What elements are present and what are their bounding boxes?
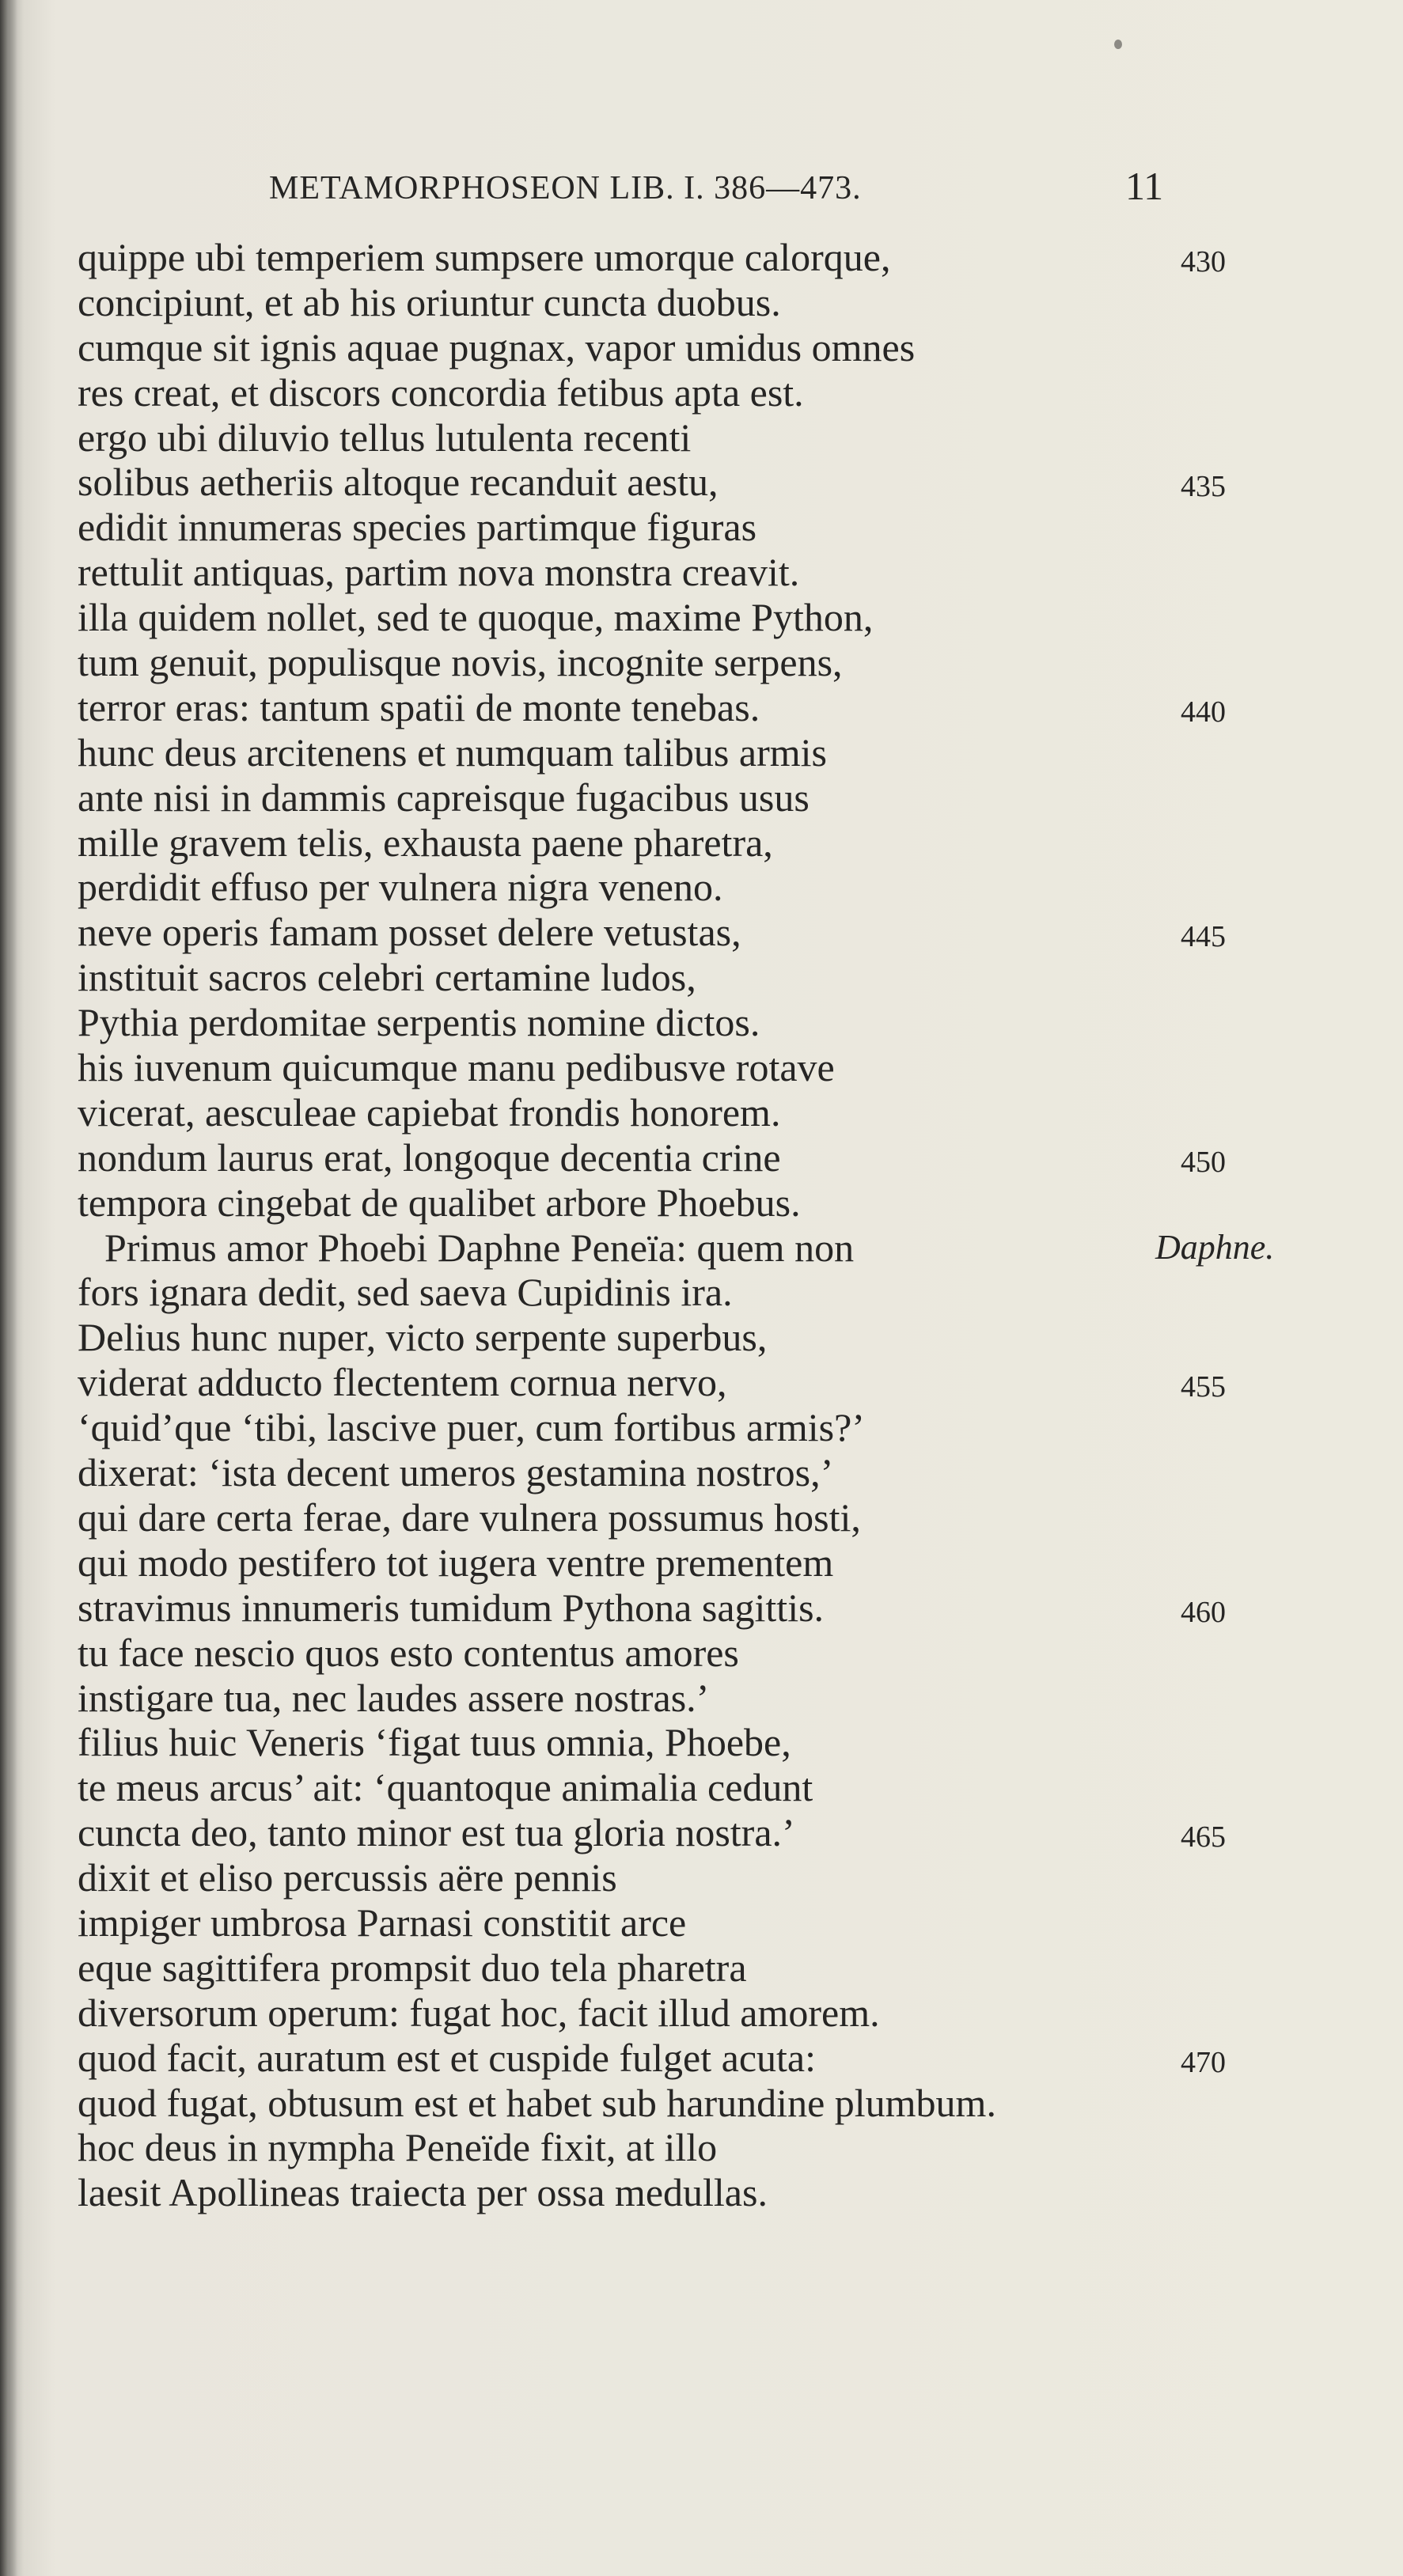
verse-text: concipiunt, et ab his oriuntur cuncta duobus. bbox=[78, 279, 781, 324]
verse-line bbox=[0, 2081, 1403, 2126]
verse-text: ante nisi in dammis capreisque fugacibus usus bbox=[78, 775, 810, 820]
verse-line bbox=[0, 2170, 1403, 2215]
verse-text: rettulit antiquas, partim nova monstra creavit. bbox=[78, 550, 800, 595]
verse-line bbox=[0, 1810, 1403, 1855]
verse-text: Pythia perdomitae serpentis nomine dictos. bbox=[78, 1000, 760, 1045]
page-header bbox=[0, 155, 1403, 210]
verse-line bbox=[0, 1720, 1403, 1765]
running-title: METAMORPHOSEON LIB. I. 386—473. bbox=[269, 170, 862, 206]
verse-line bbox=[0, 1765, 1403, 1810]
verse-text: qui modo pestifero tot iugera ventre prementem bbox=[78, 1540, 834, 1585]
verse-text: mille gravem telis, exhausta paene pharetra, bbox=[78, 820, 773, 865]
verse-line bbox=[0, 325, 1403, 370]
line-number: 430 bbox=[1181, 245, 1226, 278]
verse-text: qui dare certa ferae, dare vulnera possumus hosti, bbox=[78, 1494, 861, 1540]
verse-line bbox=[0, 1495, 1403, 1540]
line-number: 445 bbox=[1181, 920, 1226, 954]
verse-text: fors ignara dedit, sed saeva Cupidinis ira. bbox=[78, 1270, 733, 1315]
verse-text: filius huic Veneris ‘figat tuus omnia, Phoebe, bbox=[78, 1720, 791, 1765]
verse-line bbox=[0, 1900, 1403, 1945]
verse-text: Delius hunc nuper, victo serpente superbus, bbox=[78, 1315, 768, 1360]
verse-line bbox=[0, 1991, 1403, 2036]
verse-text: tempora cingebat de qualibet arbore Phoebus. bbox=[78, 1180, 801, 1225]
verse-line bbox=[0, 1045, 1403, 1090]
verse-line bbox=[0, 1135, 1403, 1180]
verse-text: quod fugat, obtusum est et habet sub harundine plumbum. bbox=[78, 2080, 996, 2125]
verse-text: res creat, et discors concordia fetibus apta est. bbox=[78, 369, 804, 415]
verse-line bbox=[0, 955, 1403, 1000]
verse-line bbox=[0, 460, 1403, 505]
verse-text: diversorum operum: fugat hoc, facit illud amorem. bbox=[78, 1990, 880, 2035]
verse-text: instigare tua, nec laudes assere nostras.’ bbox=[78, 1675, 710, 1720]
line-number: 460 bbox=[1181, 1595, 1226, 1629]
verse-text: edidit innumeras species partimque figuras bbox=[78, 505, 757, 550]
verse-text: te meus arcus’ ait: ‘quantoque animalia cedunt bbox=[78, 1765, 813, 1810]
verse-text: perdidit effuso per vulnera nigra veneno. bbox=[78, 865, 723, 910]
line-number: 440 bbox=[1181, 695, 1226, 729]
verse-text: ‘quid’que ‘tibi, lascive puer, cum fortibus armis?’ bbox=[78, 1405, 865, 1450]
line-number: 455 bbox=[1181, 1370, 1226, 1404]
verse-text: his iuvenum quicumque manu pedibusve rotave bbox=[78, 1045, 835, 1090]
verse-line bbox=[0, 730, 1403, 775]
line-number: 465 bbox=[1181, 1820, 1226, 1854]
margin-note: Daphne. bbox=[1155, 1227, 1275, 1267]
verse-block bbox=[0, 235, 1403, 2215]
verse-text: vicerat, aesculeae capiebat frondis honorem. bbox=[78, 1089, 781, 1135]
page-number: 11 bbox=[1125, 164, 1164, 208]
verse-line bbox=[0, 1450, 1403, 1495]
verse-line bbox=[0, 1270, 1403, 1315]
verse-text: nondum laurus erat, longoque decentia crine bbox=[78, 1135, 781, 1180]
verse-text: stravimus innumeris tumidum Pythona sagittis. bbox=[78, 1585, 825, 1630]
verse-line bbox=[0, 1315, 1403, 1360]
verse-line bbox=[0, 415, 1403, 460]
verse-text: Primus amor Phoebi Daphne Peneïa: quem non bbox=[104, 1225, 855, 1270]
line-number: 450 bbox=[1181, 1145, 1226, 1179]
line-number: 470 bbox=[1181, 2045, 1226, 2079]
verse-text: neve operis famam posset delere vetustas, bbox=[78, 910, 741, 955]
verse-line bbox=[0, 910, 1403, 955]
verse-line bbox=[0, 1000, 1403, 1045]
verse-text: laesit Apollineas traiecta per ossa medullas. bbox=[78, 2170, 768, 2215]
verse-line bbox=[0, 505, 1403, 550]
verse-text: impiger umbrosa Parnasi constitit arce bbox=[78, 1900, 687, 1945]
verse-line bbox=[0, 1631, 1403, 1676]
verse-line bbox=[0, 2125, 1403, 2170]
verse-text: hunc deus arcitenens et numquam talibus armis bbox=[78, 729, 827, 775]
verse-text: ergo ubi diluvio tellus lutulenta recenti bbox=[78, 415, 692, 460]
verse-line bbox=[0, 1945, 1403, 1991]
verse-line bbox=[0, 1585, 1403, 1631]
verse-line bbox=[0, 370, 1403, 415]
verse-line bbox=[0, 280, 1403, 325]
verse-line bbox=[0, 1405, 1403, 1450]
verse-line bbox=[0, 1855, 1403, 1900]
verse-text: hoc deus in nympha Peneïde fixit, at illo bbox=[78, 2125, 718, 2170]
verse-text: solibus aetheriis altoque recanduit aestu, bbox=[78, 460, 719, 505]
verse-line bbox=[0, 820, 1403, 866]
verse-line bbox=[0, 1360, 1403, 1405]
verse-line bbox=[0, 1225, 1403, 1271]
verse-line bbox=[0, 595, 1403, 640]
verse-text: viderat adducto flectentem cornua nervo, bbox=[78, 1360, 727, 1405]
verse-text: eque sagittifera prompsit duo tela pharetra bbox=[78, 1945, 747, 1990]
verse-text: dixit et eliso percussis aëre pennis bbox=[78, 1855, 617, 1900]
line-number: 435 bbox=[1181, 470, 1226, 504]
verse-text: quod facit, auratum est et cuspide fulget acuta: bbox=[78, 2035, 816, 2080]
verse-text: instituit sacros celebri certamine ludos, bbox=[78, 955, 696, 1000]
verse-text: tu face nescio quos esto contentus amores bbox=[78, 1630, 739, 1675]
verse-line bbox=[0, 1090, 1403, 1135]
verse-line bbox=[0, 640, 1403, 685]
verse-text: tum genuit, populisque novis, incognite serpens, bbox=[78, 640, 843, 685]
ink-speck bbox=[1114, 40, 1122, 49]
verse-text: dixerat: ‘ista decent umeros gestamina nostros,’ bbox=[78, 1450, 834, 1495]
verse-line bbox=[0, 2036, 1403, 2081]
verse-line bbox=[0, 1180, 1403, 1225]
verse-text: cumque sit ignis aquae pugnax, vapor umidus omnes bbox=[78, 324, 916, 369]
verse-line bbox=[0, 1540, 1403, 1585]
verse-line bbox=[0, 1676, 1403, 1721]
verse-line bbox=[0, 685, 1403, 730]
verse-line bbox=[0, 550, 1403, 595]
verse-line bbox=[0, 865, 1403, 910]
verse-text: illa quidem nollet, sed te quoque, maxime Python, bbox=[78, 595, 874, 640]
verse-line bbox=[0, 235, 1403, 280]
verse-text: quippe ubi temperiem sumpsere umorque calorque, bbox=[78, 235, 891, 279]
verse-line bbox=[0, 775, 1403, 820]
verse-text: cuncta deo, tanto minor est tua gloria nostra.’ bbox=[78, 1810, 795, 1855]
verse-text: terror eras: tantum spatii de monte tenebas. bbox=[78, 684, 760, 729]
